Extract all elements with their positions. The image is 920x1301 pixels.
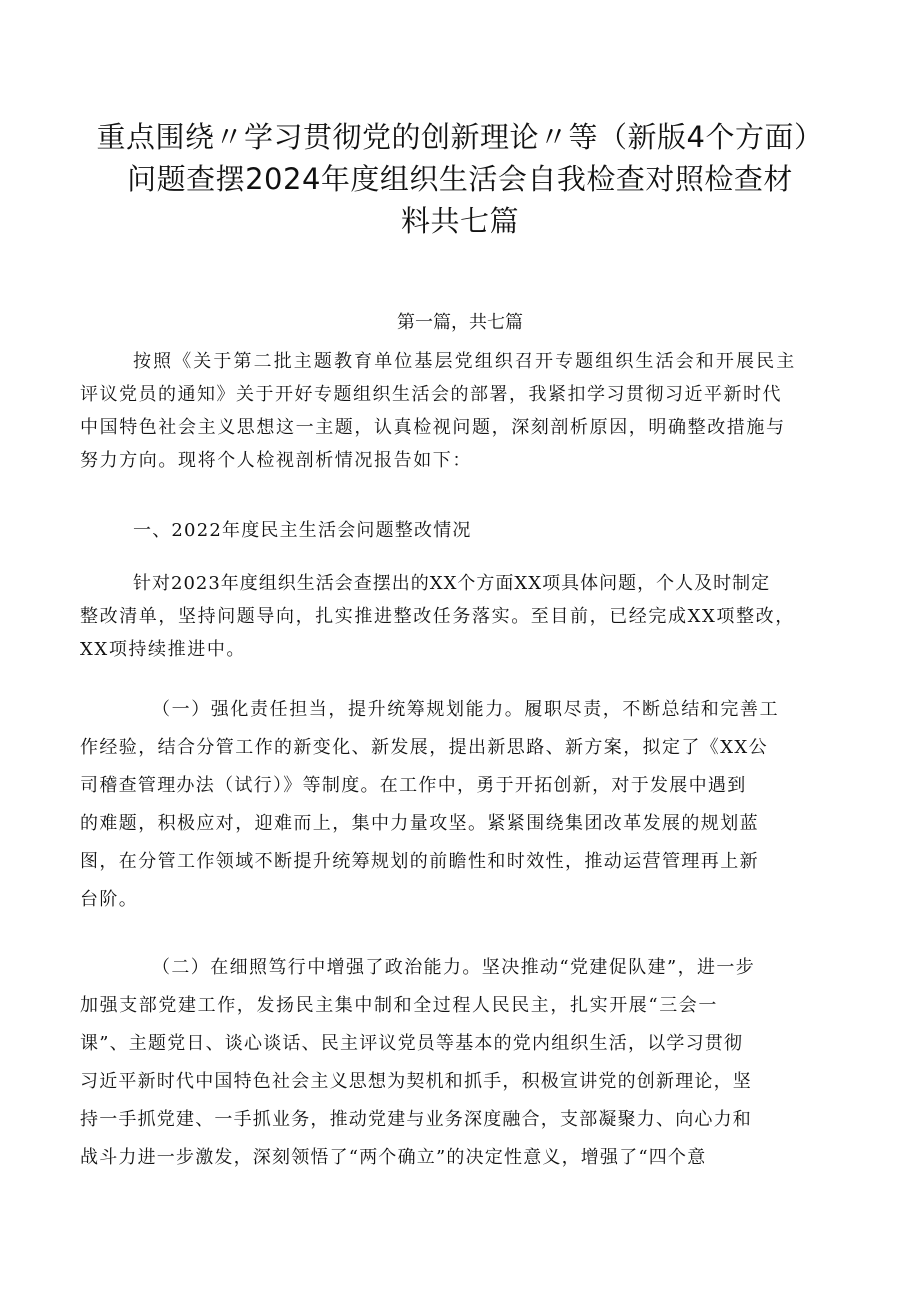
item-2-line-6: 战斗力进一步激发，深刻领悟了“两个确立”的决定性意义，增强了“四个意: [80, 1147, 707, 1168]
item-2-line-4: 习近平新时代中国特色社会主义思想为契机和抓手，积极宣讲党的创新理论，坚: [80, 1071, 752, 1092]
item-1-line-4: 的难题，积极应对，迎难而上，集中力量攻坚。紧紧围绕集团改革发展的规划蓝: [80, 813, 759, 834]
item-2-line-5: 持一手抓党建、一手抓业务，推动党建与业务深度融合，支部凝聚力、向心力和: [80, 1109, 752, 1130]
intro-line-4: 努力方向。现将个人检视剖析情况报告如下：: [80, 450, 472, 471]
item-1-line-5: 图，在分管工作领域不断提升统筹规划的前瞻性和时效性，推动运营管理再上新: [80, 851, 759, 872]
intro-line-2: 评议党员的通知》关于开好专题组织生活会的部署，我紧扣学习贯彻习近平新时代: [80, 384, 782, 405]
item-1-line-6: 台阶。: [80, 889, 139, 910]
section-1-heading: 一、2022年度民主生活会问题整改情况: [133, 520, 472, 541]
item-2-line-3: 课”、主题党日、谈心谈话、民主评议党员等基本的党内组织生活，以学习贯彻: [80, 1033, 744, 1054]
item-1-line-1: （一）强化责任担当，提升统筹规划能力。履职尽责，不断总结和完善工: [152, 699, 780, 720]
section-1-line-3: XX项持续推进中。: [80, 639, 247, 660]
item-2-line-1: （二）在细照笃行中增强了政治能力。坚决推动“党建促队建”，进一步: [152, 957, 756, 978]
item-2-line-2: 加强支部党建工作，发扬民主集中制和全过程人民民主，扎实开展“三会一: [80, 995, 718, 1016]
document-title-line-2: 问题查摆2024年度组织生活会自我检查对照检查材: [127, 162, 793, 196]
document-title-line-3: 料共七篇: [400, 204, 519, 238]
document-title-line-1: 重点围绕〃学习贯彻党的创新理论〃等（新版4个方面）: [96, 120, 824, 154]
part-subtitle: 第一篇，共七篇: [397, 312, 523, 333]
item-1-line-2: 作经验，结合分管工作的新变化、新发展，提出新思路、新方案，拟定了《XX公: [80, 737, 769, 758]
item-1-line-3: 司稽查管理办法（试行）》等制度。在工作中，勇于开拓创新，对于发展中遇到: [80, 775, 747, 796]
section-1-line-1: 针对2023年度组织生活会查摆出的XX个方面XX项具体问题，个人及时制定: [133, 573, 771, 594]
intro-line-3: 中国特色社会主义思想这一主题，认真检视问题，深刻剖析原因，明确整改措施与: [80, 417, 786, 438]
section-1-line-2: 整改清单，坚持问题导向，扎实推进整改任务落实。至目前，已经完成XX项整改，: [80, 606, 795, 627]
intro-line-1: 按照《关于第二批主题教育单位基层党组织召开专题组织生活会和开展民主: [133, 351, 797, 372]
